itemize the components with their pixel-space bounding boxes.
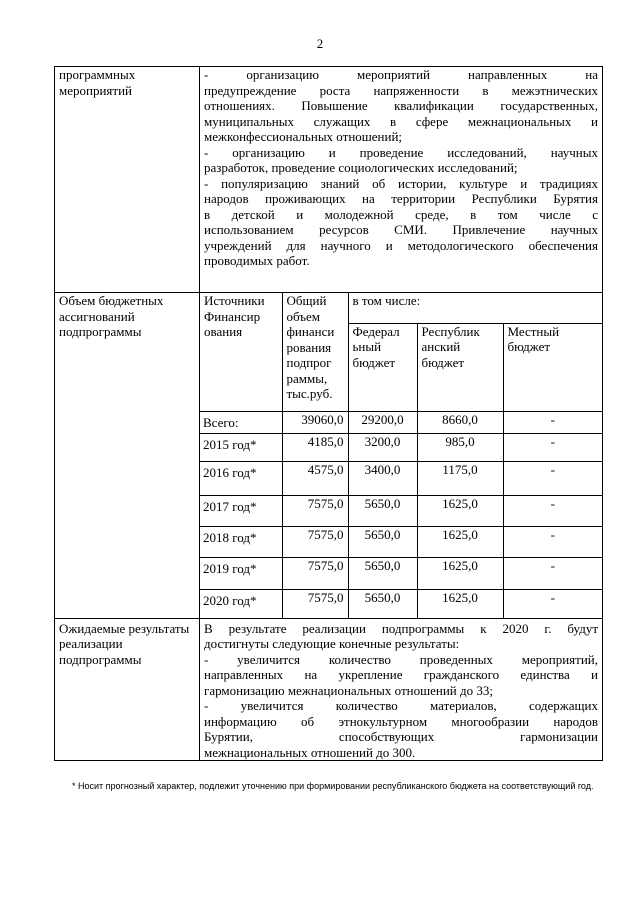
text-line: достигнуты следующие конечные результаты: [204, 636, 460, 651]
text-line: межконфессиональных отношений; [204, 129, 403, 144]
header-sources: Источники Финансир ования [200, 293, 282, 411]
cell-total: 4575,0 [282, 462, 348, 496]
header-including: в том числе: [348, 293, 602, 323]
cell-local: - [503, 434, 602, 462]
cell-federal: 3200,0 [348, 434, 417, 462]
cell-federal: 29200,0 [348, 411, 417, 434]
text-line: народов проживающих на территории Республики Бурятия [204, 191, 598, 206]
row-expected-results [55, 618, 603, 761]
cell-federal: 3400,0 [348, 462, 417, 496]
text-line: в детской и молодежной среде, в том числе с [204, 206, 598, 222]
cell-total: 7575,0 [282, 590, 348, 618]
cell-total: 4185,0 [282, 434, 348, 462]
table-row [200, 496, 602, 527]
cell-local: - [503, 496, 602, 527]
text-line: межнациональных отношений до 300. [204, 744, 416, 760]
footnote: * Носит прогнозный характер, подлежит уточнению при формировании республиканского бюджета на соответствующий год. [72, 781, 594, 791]
text-line: проводимых работ. [204, 253, 310, 268]
text-line: использованием ресурсов СМИ. Привлечение научных [204, 222, 598, 237]
cell-local: - [503, 462, 602, 496]
cell-federal: 5650,0 [348, 590, 417, 618]
cell-republic: 985,0 [417, 434, 503, 462]
cell-local: - [503, 558, 602, 590]
row-program-activities [55, 67, 603, 293]
cell-local: - [503, 411, 602, 434]
row-label: Объем бюджетных ассигнований подпрограммы [55, 293, 200, 619]
cell-republic: 1625,0 [417, 590, 503, 618]
table-row [200, 462, 602, 496]
cell-source: 2017 год* [200, 496, 282, 527]
row-content [200, 67, 603, 293]
cell-total: 7575,0 [282, 496, 348, 527]
table-row [200, 527, 602, 558]
cell-republic: 1175,0 [417, 462, 503, 496]
row-content [200, 618, 603, 761]
cell-republic: 8660,0 [417, 411, 503, 434]
header-republic: Республик анский бюджет [417, 323, 503, 411]
cell-federal: 5650,0 [348, 558, 417, 590]
header-federal: Федерал ьный бюджет [348, 323, 417, 411]
cell-local: - [503, 527, 602, 558]
table-row [200, 411, 602, 434]
subprogram-passport-table [54, 66, 603, 761]
cell-federal: 5650,0 [348, 527, 417, 558]
row-budget [55, 293, 603, 619]
cell-republic: 1625,0 [417, 496, 503, 527]
text-line: - увеличится количество материалов, содержащих [204, 698, 598, 713]
text-line: - организацию мероприятий направленных на [204, 67, 598, 82]
cell-total: 7575,0 [282, 558, 348, 590]
cell-source: 2016 год* [200, 462, 282, 496]
text-line: предупреждение роста напряженности в межэтнических [204, 82, 598, 98]
cell-total: 39060,0 [282, 411, 348, 434]
header-local: Местный бюджет [503, 323, 602, 411]
text-line: учреждений для научного и методологического обеспечения [204, 237, 598, 253]
table-row [200, 558, 602, 590]
cell-source: 2018 год* [200, 527, 282, 558]
cell-source: 2020 год* [200, 590, 282, 618]
cell-source: 2019 год* [200, 558, 282, 590]
page-number: 2 [316, 36, 324, 51]
text-line: - организацию и проведение исследований, научных [204, 144, 598, 160]
text-line: информацию об этнокультурном многообразии народов [204, 713, 598, 729]
text-line: В результате реализации подпрограммы к 2020 г. будут [204, 620, 598, 636]
text-line: - популяризацию знаний об истории, культуре и традициях [204, 175, 598, 191]
text-line: гармонизацию межнациональных отношений до 33; [204, 682, 493, 698]
cell-republic: 1625,0 [417, 558, 503, 590]
row-label: Ожидаемые результаты реализации подпрограммы [55, 618, 200, 761]
cell-republic: 1625,0 [417, 527, 503, 558]
table-row [200, 434, 602, 462]
text-line: - увеличится количество проведенных мероприятий, [204, 651, 598, 667]
row-label: программных мероприятий [55, 67, 200, 293]
cell-local: - [503, 590, 602, 618]
cell-source: Всего: [200, 411, 282, 434]
header-total: Общий объем финанси рования подпрог раммы, тыс.руб. [282, 293, 348, 411]
text-line: Бурятии, способствующих гармонизации [204, 729, 598, 744]
text-line: разработок, проведение социологических исследований; [204, 160, 518, 175]
text-line: отношениях. Повышение квалификации государственных, [204, 98, 598, 113]
cell-total: 7575,0 [282, 527, 348, 558]
cell-source: 2015 год* [200, 434, 282, 462]
text-line: направленных на укрепление гражданского единства и [204, 667, 598, 682]
budget-table [200, 293, 602, 618]
text-line: муниципальных служащих в сфере межнациональных и [204, 113, 598, 129]
cell-federal: 5650,0 [348, 496, 417, 527]
table-row [200, 590, 602, 618]
